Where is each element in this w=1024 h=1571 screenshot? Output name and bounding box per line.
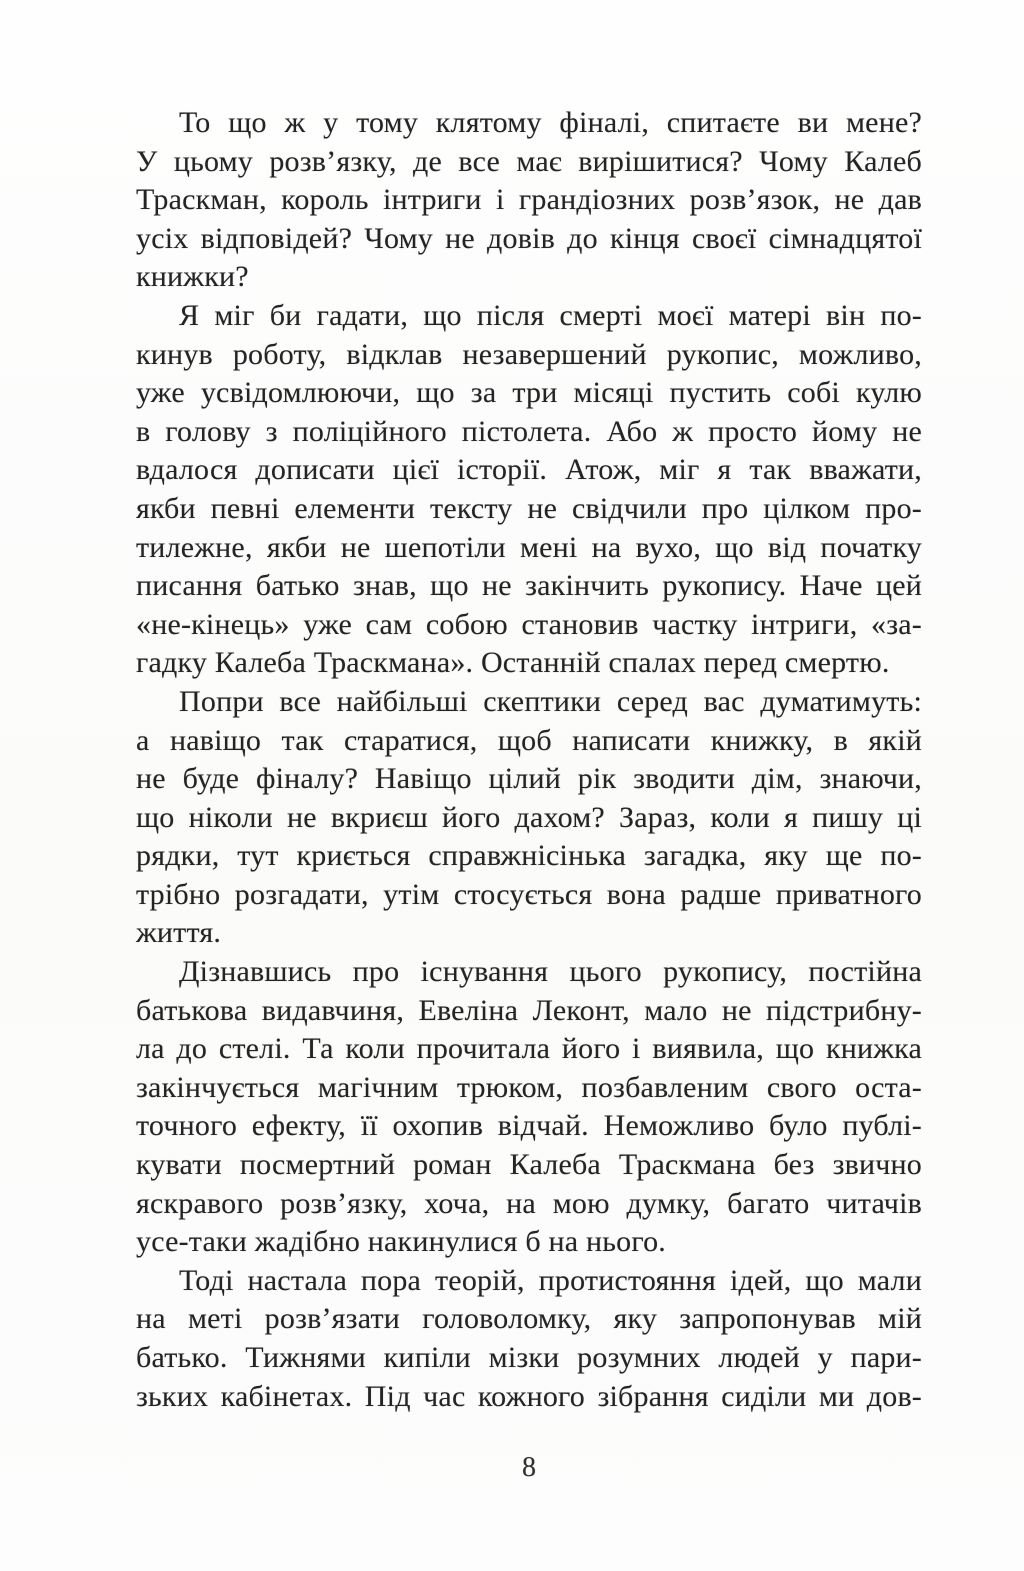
text-line: уже усвідомлюючи, що за три місяці пустить собі кулю [136, 376, 922, 410]
text-line: Дізнавшись про існування цього рукопису, постійна [179, 955, 922, 989]
text-line: батько. Тижнями кипіли мізки розумних людей у пари- [136, 1341, 922, 1374]
text-line: яскравого розв’язку, хоча, на мою думку, багато читачів [136, 1186, 922, 1220]
text-line: зьких кабінетах. Під час кожного зібрання сиділи ми дов- [136, 1379, 922, 1413]
text-line: вдалося дописати цієї історії. Атож, міг я так вважати, [136, 453, 922, 487]
text-line: що ніколи не вкриєш його дахом? Зараз, коли я пишу ці [136, 800, 922, 834]
text-line: гадку Калеба Траскмана». Останній спалах перед смертю. [136, 646, 890, 680]
text-line: Траскман, король інтриги і грандіозних розв’язок, не дав [136, 183, 922, 217]
text-line: не буде фіналу? Навіщо цілий рік зводити дім, знаючи, [136, 762, 922, 796]
text-line: рядки, тут криється справжнісінька загадка, яку ще по- [136, 839, 922, 873]
text-line: Тоді настала пора теорій, протистояння ідей, що мали [179, 1263, 922, 1297]
text-line: на меті розв’язати головоломку, яку запропонував мій [136, 1302, 922, 1336]
text-line: тилежне, якби не шепотіли мені на вухо, що від початку [136, 530, 922, 564]
text-line: У цьому розв’язку, де все має вирішитися? Чому Калеб [136, 144, 922, 178]
text-line: книжки? [136, 260, 249, 294]
text-line: трібно розгадати, утім стосується вона радше приватного [136, 877, 922, 911]
text-line: закінчується магічним трюком, позбавленим свого оста- [136, 1070, 922, 1104]
text-line: кинув роботу, відклав незавершений рукопис, можливо, [136, 337, 922, 371]
text-line: Попри все найбільші скептики серед вас думатимуть: [179, 684, 922, 718]
text-line: якби певні елементи тексту не свідчили про цілком про- [136, 491, 922, 525]
page-text [136, 104, 922, 1416]
text-line: писання батько знав, що не закінчить рукопису. Наче цей [136, 569, 922, 603]
text-line: усіх відповідей? Чому не довів до кінця своєї сімнадцятої [136, 221, 922, 255]
text-line: а навіщо так старатися, щоб написати книжку, в якій [136, 723, 922, 757]
text-line: Я міг би гадати, що після смерті моєї матері він по- [179, 298, 922, 332]
text-line: життя. [136, 916, 222, 950]
text-line: ла до стелі. Та коли прочитала його і виявила, що книжка [136, 1032, 922, 1066]
text-line: То що ж у тому клятому фіналі, спитаєте ви мене? [179, 106, 922, 139]
text-line: усе-таки жадібно накинулися б на нього. [136, 1225, 666, 1259]
text-line: точного ефекту, її охопив відчай. Неможливо було публі- [136, 1109, 922, 1143]
text-line: батькова видавчиня, Евеліна Леконт, мало не підстрибну- [136, 993, 922, 1027]
text-line: в голову з поліційного пістолета. Або ж просто йому не [136, 414, 922, 448]
text-line: «не-кінець» уже сам собою становив частку інтриги, «за- [136, 607, 922, 641]
text-line: кувати посмертний роман Калеба Траскмана без звично [136, 1148, 922, 1182]
page-number: 8 [522, 1452, 536, 1483]
